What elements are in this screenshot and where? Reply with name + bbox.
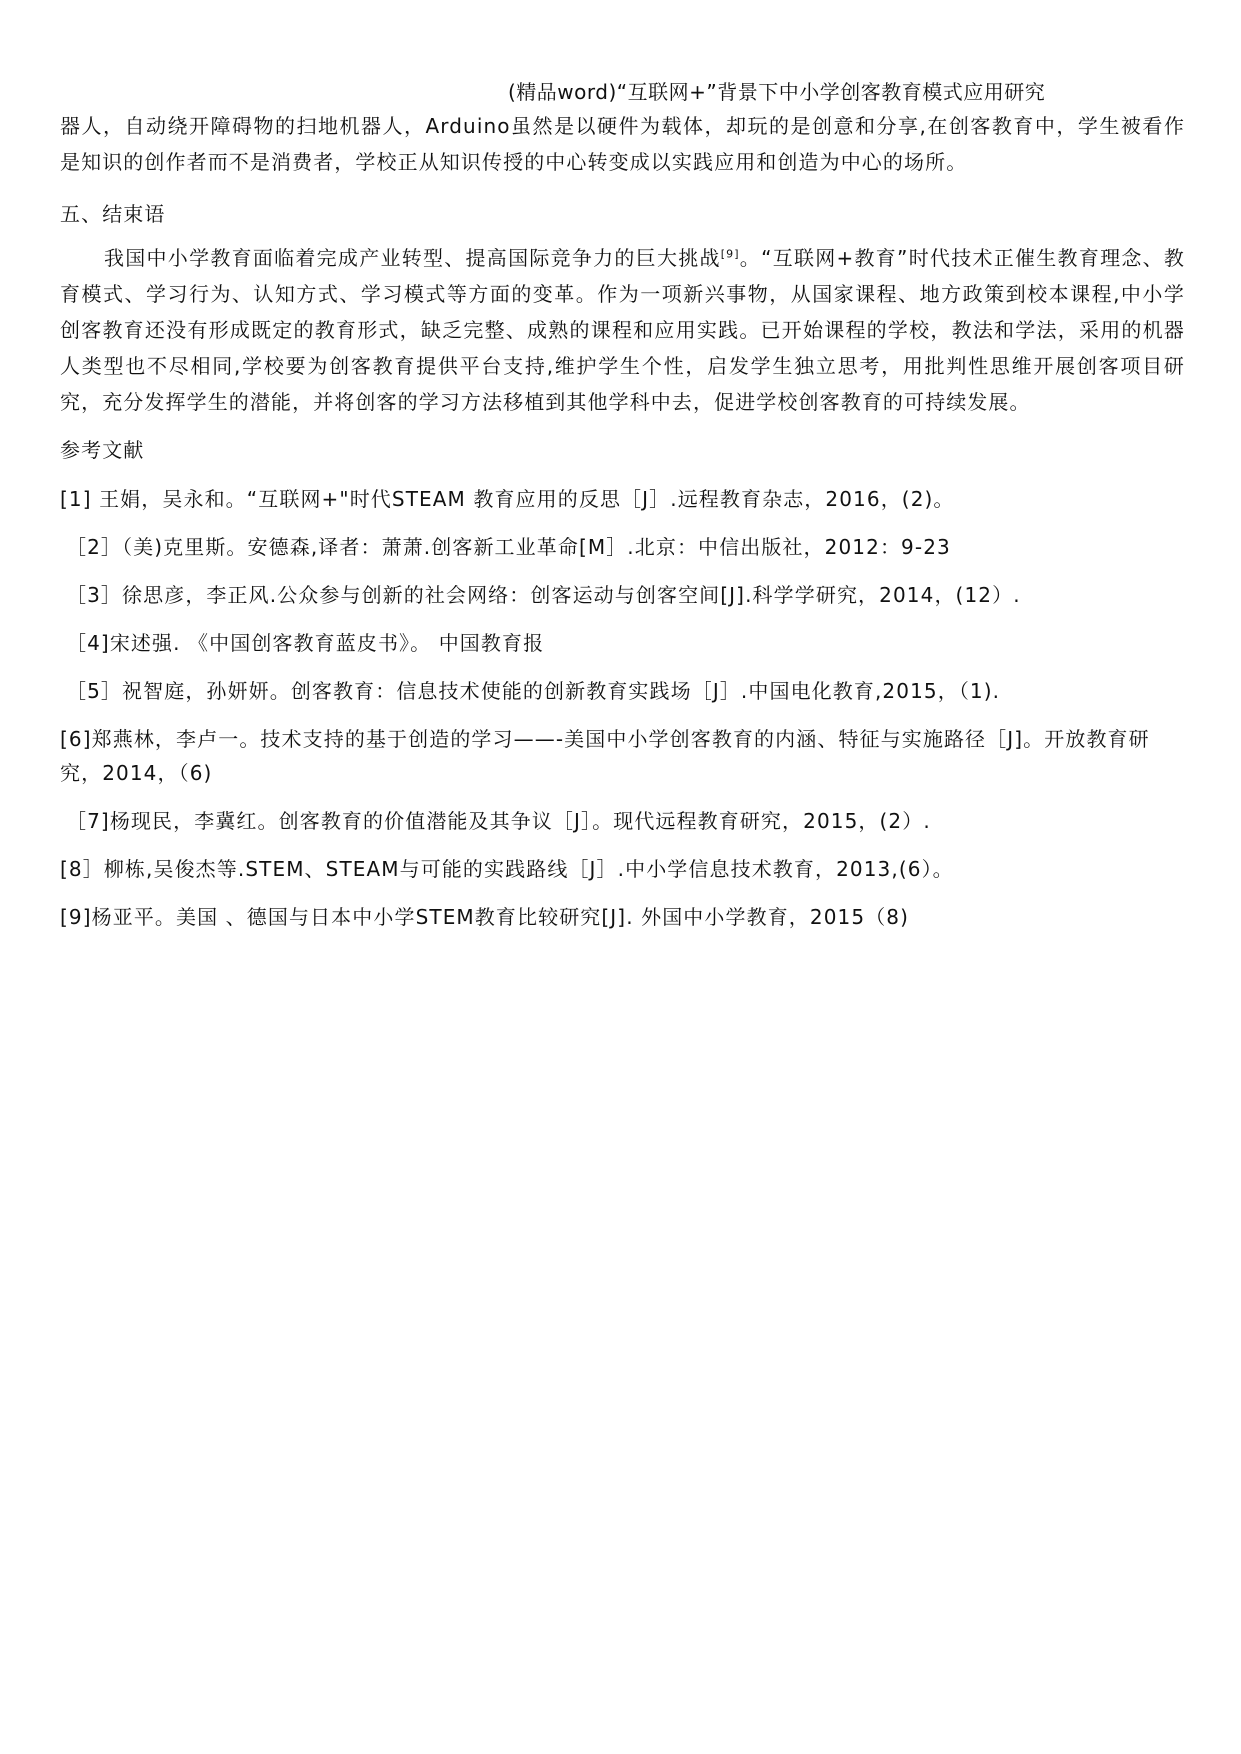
conclusion-paragraph (60, 240, 1185, 420)
conclusion-text-part2: 。“互联网+教育”时代技术正催生教育理念、教育模式、学习行为、认知方式、学习模式等方面的变革。作为一项新兴事物，从国家课程、地方政策到校本课程,中小学创客教育还没有形成既定的教育形式，缺乏完整、成熟的课程和应用实践。已开始课程的学校，教法和学法，采用的机器人类型也不尽相同,学校要为创客教育提供平台支持,维护学生个性，启发学生独立思考，用批判性思维开展创客项目研究，充分发挥学生的潜能，并将创客的学习方法移植到其他学科中去，促进学校创客教育的可持续发展。 (60, 246, 1185, 414)
reference-item: ［3］徐思彦，李正风.公众参与创新的社会网络：创客运动与创客空间[J].科学学研究，2014，(12）. (66, 583, 1021, 607)
conclusion-text-part1: 我国中小学教育面临着完成产业转型、提高国际竞争力的巨大挑战 (104, 246, 721, 270)
reference-item: [1] 王娟，吴永和。“互联网+"时代STEAM 教育应用的反思［J］.远程教育杂志，2016，(2)。 (60, 487, 955, 511)
reference-item: [8］柳栋,吴俊杰等.STEM、STEAM与可能的实践路线［J］.中小学信息技术教育，2013,(6）。 (60, 857, 954, 881)
citation-marker: [9] (720, 247, 740, 261)
running-header: (精品word)“互联网+”背景下中小学创客教育模式应用研究 (508, 80, 1046, 104)
continued-paragraph: 器人，自动绕开障碍物的扫地机器人，Arduino虽然是以硬件为载体，却玩的是创意和分享,在创客教育中，学生被看作是知识的创作者而不是消费者，学校正从知识传授的中心转变成以实践应用和创造为中心的场所。 (60, 114, 1185, 174)
references-title: 参考文献 (60, 438, 145, 462)
reference-item: ［2］（美)克里斯。安德森,译者：萧萧.创客新工业革命[M］.北京：中信出版社，2012：9-23 (66, 535, 951, 559)
document-body (60, 108, 1185, 934)
reference-item: [6]郑燕林，李卢一。技术支持的基于创造的学习——-美国中小学创客教育的内涵、特征与实施路径［J]。开放教育研究，2014，（6) (60, 727, 1150, 785)
reference-item: [9]杨亚平。美国 、德国与日本中小学STEM教育比较研究[J]. 外国中小学教育，2015（8) (60, 905, 910, 929)
reference-item: ［7]杨现民，李冀红。创客教育的价值潜能及其争议［J］。现代远程教育研究，2015，(2）. (66, 809, 931, 833)
reference-item: ［4]宋述强. 《中国创客教育蓝皮书》。 中国教育报 (66, 631, 545, 655)
reference-item: ［5］祝智庭，孙妍妍。创客教育：信息技术使能的创新教育实践场［J］.中国电化教育,2015，（1). (66, 679, 1001, 703)
section-heading: 五、结束语 (60, 202, 166, 226)
